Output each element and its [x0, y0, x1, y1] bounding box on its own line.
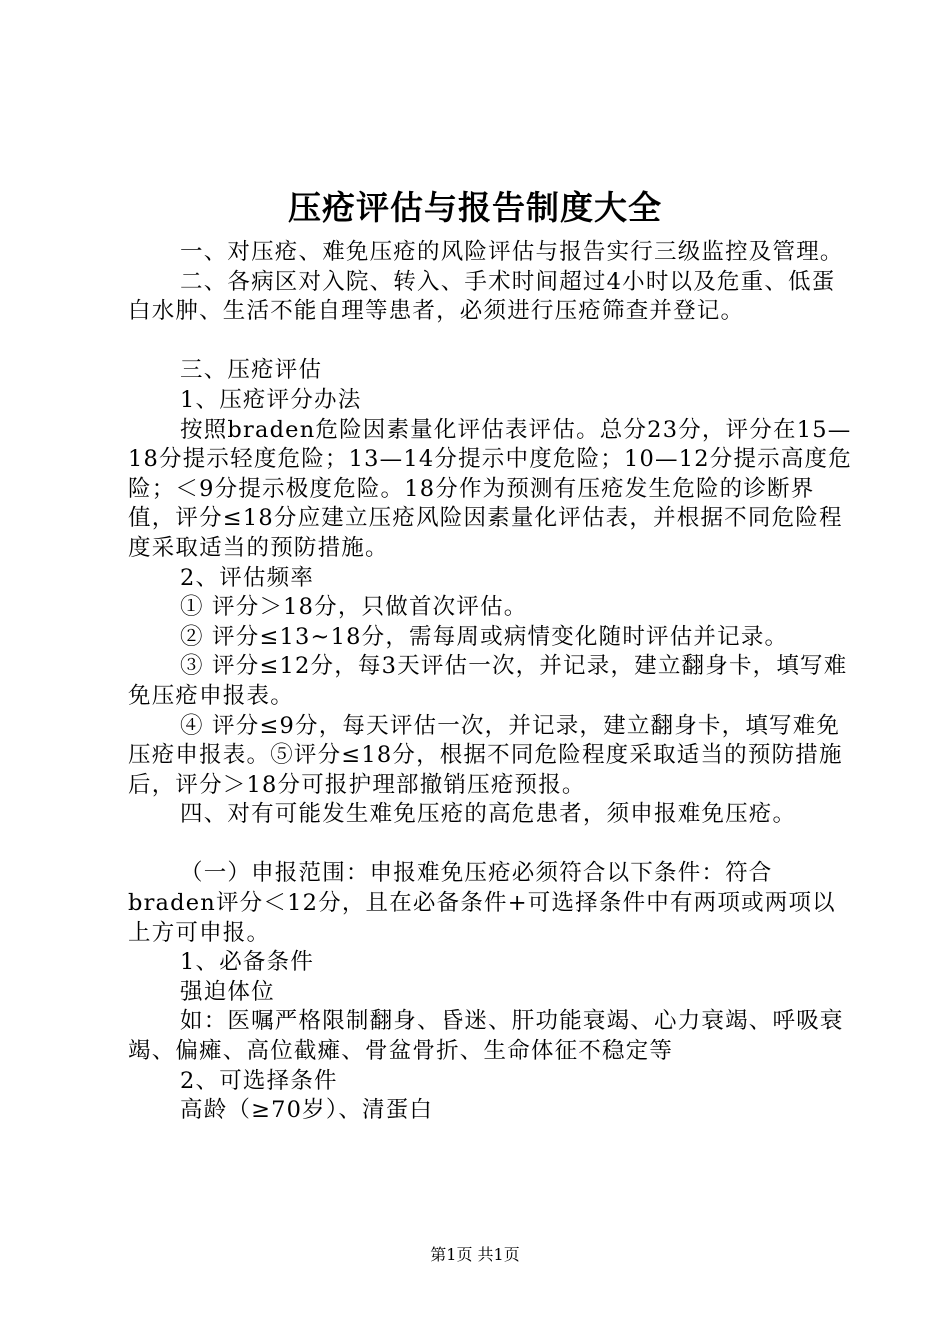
- paragraph-forced-position: 强迫体位: [180, 978, 275, 1005]
- subsection-heading-optional: 2、可选择条件: [180, 1067, 338, 1094]
- document-title: 压疮评估与报告制度大全: [288, 188, 662, 227]
- paragraph-scope: （一）申报范围：申报难免压疮必须符合以下条件：符合braden评分＜12分，且在必备条件+可选择条件中有两项或两项以上方可申报。: [128, 860, 836, 946]
- subsection-heading-required: 1、必备条件: [180, 949, 315, 976]
- paragraph-braden: 按照braden危险因素量化评估表评估。总分23分，评分在15—18分提示轻度危险；13—14分提示中度危险；10—12分提示高度危险；＜9分提示极度危险。18分作为预测有压疮发生危险的诊断界值，评分≤18分应建立压疮风险因素量化评估表，并根据不同危险程度采取适当的预防措施。: [128, 416, 852, 561]
- list-item-2: ② 评分≤13~18分，需每周或病情变化随时评估并记录。: [180, 623, 789, 650]
- page-number: 第1页 共1页: [430, 1245, 520, 1264]
- list-item-4: ④ 评分≤9分，每天评估一次，并记录，建立翻身卡，填写难免压疮申报表。⑤评分≤18分，根据不同危险程度采取适当的预防措施后，评分＞18分可报护理部撤销压疮预报。: [128, 712, 843, 798]
- paragraph-age: 高龄（≥70岁）、清蛋白: [180, 1097, 434, 1124]
- paragraph-spacer: [128, 327, 852, 357]
- list-item-1: ① 评分＞18分，只做首次评估。: [180, 594, 528, 621]
- section-heading-3: 三、压疮评估: [180, 357, 323, 384]
- paragraph-1: 一、对压疮、难免压疮的风险评估与报告实行三级监控及管理。: [180, 239, 844, 265]
- list-item-3: ③ 评分≤12分，每3天评估一次，并记录，建立翻身卡，填写难免压疮申报表。: [128, 653, 848, 709]
- paragraph-examples: 如：医嘱严格限制翻身、昏迷、肝功能衰竭、心力衰竭、呼吸衰竭、偏瘫、高位截瘫、骨盆骨折、生命体征不稳定等: [128, 1008, 844, 1065]
- subsection-heading-frequency: 2、评估频率: [180, 564, 315, 591]
- section-heading-4: 四、对有可能发生难免压疮的高危患者，须申报难免压疮。: [180, 801, 797, 828]
- document-body: [128, 238, 852, 1126]
- paragraph-2: 二、各病区对入院、转入、手术时间超过4小时以及危重、低蛋白水肿、生活不能自理等患者，必须进行压疮筛查并登记。: [128, 268, 836, 325]
- subsection-heading-scoring: 1、压疮评分办法: [180, 386, 362, 413]
- paragraph-spacer: [128, 830, 852, 860]
